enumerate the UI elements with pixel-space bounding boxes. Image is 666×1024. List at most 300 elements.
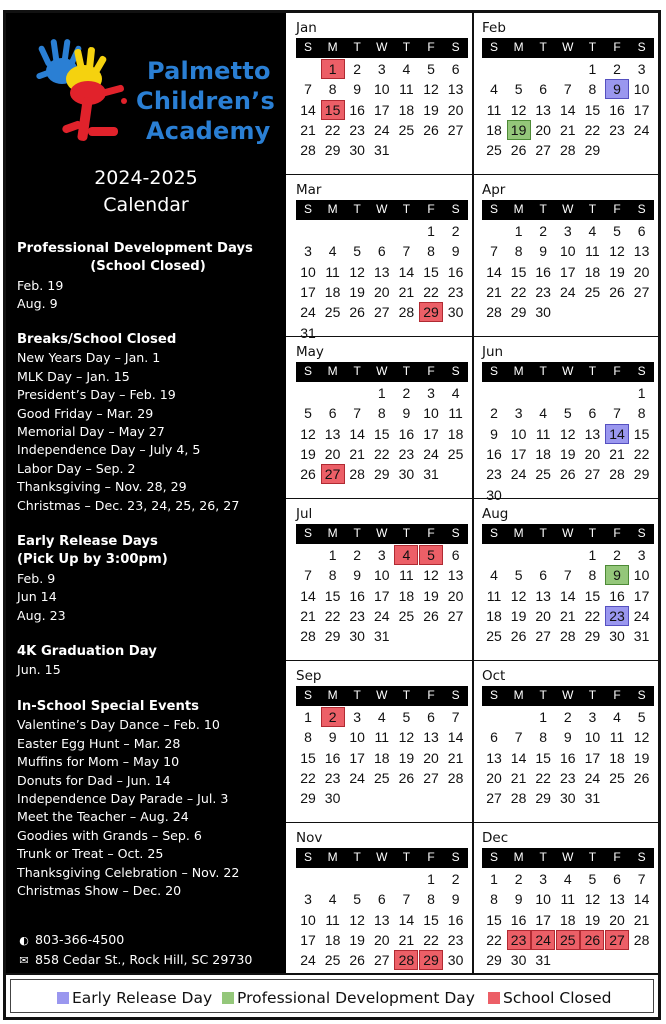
weekday-label: T xyxy=(539,688,547,702)
day-cell: 8 xyxy=(588,81,597,98)
day-cell: 13 xyxy=(535,101,551,118)
weekday-label: F xyxy=(613,688,621,702)
day-cell: 21 xyxy=(510,769,527,786)
day-cell: 30 xyxy=(609,628,625,645)
day-cell: 29 xyxy=(535,790,551,807)
weekday-header xyxy=(482,686,654,706)
day-cell: 10 xyxy=(423,405,439,422)
weekday-label: M xyxy=(513,40,524,54)
section-item: Trunk or Treat – Oct. 25 xyxy=(17,846,164,862)
day-cell: 1 xyxy=(427,223,435,239)
section-item: Memorial Day – May 27 xyxy=(17,424,165,440)
day-cell: 17 xyxy=(374,587,390,604)
month-name: Aug xyxy=(482,506,509,522)
day-cell: 18 xyxy=(374,749,390,766)
day-cell: 25 xyxy=(398,121,415,138)
day-cell: 25 xyxy=(398,607,415,624)
day-cell: 7 xyxy=(304,567,312,584)
day-cell: 20 xyxy=(535,121,551,138)
day-cell: 19 xyxy=(584,911,601,928)
day-cell: 21 xyxy=(486,283,502,300)
day-cell: 15 xyxy=(300,749,316,766)
month-name: Apr xyxy=(482,182,506,198)
weekday-label: W xyxy=(376,202,388,216)
weekday-label: S xyxy=(637,40,646,54)
section-item: Good Friday – Mar. 29 xyxy=(17,405,154,421)
day-cell: 3 xyxy=(427,385,435,401)
day-cell: 30 xyxy=(447,952,464,969)
day-cell: 28 xyxy=(560,142,576,159)
day-cell-closed: 2 xyxy=(321,707,345,727)
weekday-label: M xyxy=(327,202,338,216)
day-cell: 18 xyxy=(486,607,502,624)
calendar-years: 2024-2025 xyxy=(94,167,198,189)
day-cell: 10 xyxy=(300,263,316,280)
day-cell: 7 xyxy=(402,891,411,908)
day-cell: 26 xyxy=(423,607,439,624)
day-cell: 23 xyxy=(349,121,365,138)
day-cell-early: 23 xyxy=(605,606,629,626)
day-cell: 11 xyxy=(448,405,463,422)
day-cell: 4 xyxy=(377,709,386,725)
day-cell: 14 xyxy=(447,729,464,746)
weekday-header xyxy=(296,524,468,544)
weekday-label: M xyxy=(513,526,524,540)
weekday-label: F xyxy=(427,202,435,216)
day-cell: 26 xyxy=(300,466,316,483)
day-cell: 22 xyxy=(486,931,502,948)
month-oct xyxy=(478,661,654,821)
day-cell: 11 xyxy=(585,243,600,260)
day-cell: 22 xyxy=(423,283,439,300)
day-cell: 16 xyxy=(349,101,365,118)
day-cell: 11 xyxy=(325,911,340,928)
day-cell: 24 xyxy=(374,121,390,138)
school-name-line-2: Children’s xyxy=(136,87,275,115)
day-cell: 18 xyxy=(398,587,415,604)
weekday-label: M xyxy=(327,40,338,54)
day-cell: 6 xyxy=(451,547,460,563)
day-cell: 13 xyxy=(447,81,464,98)
day-cell: 13 xyxy=(609,891,625,908)
day-cell: 7 xyxy=(563,81,572,98)
weekday-label: S xyxy=(637,688,646,702)
day-cell: 1 xyxy=(539,709,548,725)
day-cell: 24 xyxy=(423,445,439,462)
weekday-label: S xyxy=(489,40,498,54)
weekday-label: T xyxy=(588,40,597,54)
day-cell: 2 xyxy=(490,405,498,422)
day-cell: 17 xyxy=(300,283,316,300)
weekday-label: W xyxy=(562,364,574,378)
day-cell: 10 xyxy=(374,567,390,584)
day-cell: 24 xyxy=(584,769,601,786)
day-cell-closed: 15 xyxy=(321,100,345,120)
day-cell: 31 xyxy=(300,324,316,341)
weekday-label: T xyxy=(353,364,361,378)
day-cell: 3 xyxy=(539,871,548,887)
day-cell: 21 xyxy=(560,607,576,624)
day-cell: 16 xyxy=(349,587,365,604)
day-cell: 21 xyxy=(398,283,415,300)
school-logo xyxy=(32,31,282,161)
month-jan xyxy=(292,13,468,173)
day-cell: 13 xyxy=(374,263,390,280)
weekday-label: M xyxy=(327,526,338,540)
section-item: Independence Day Parade – Jul. 3 xyxy=(17,791,229,807)
day-cell: 21 xyxy=(349,445,365,462)
weekday-header xyxy=(482,38,654,58)
day-cell: 10 xyxy=(633,567,650,584)
weekday-label: M xyxy=(513,688,524,702)
day-cell: 5 xyxy=(563,405,572,422)
weekday-label: T xyxy=(539,526,547,540)
day-cell: 16 xyxy=(324,749,341,766)
day-cell: 19 xyxy=(423,101,439,118)
day-cell: 28 xyxy=(486,304,502,321)
weekday-label: F xyxy=(427,364,435,378)
day-cell: 23 xyxy=(560,769,576,786)
day-cell: 8 xyxy=(539,729,548,746)
day-cell: 23 xyxy=(609,121,625,138)
day-cell: 21 xyxy=(300,121,316,138)
school-name-line-1: Palmetto xyxy=(147,57,271,85)
month-nov xyxy=(292,823,468,983)
weekday-label: S xyxy=(489,202,498,216)
weekday-label: S xyxy=(489,364,498,378)
day-cell: 18 xyxy=(535,445,551,462)
day-cell: 21 xyxy=(633,911,650,928)
day-cell: 1 xyxy=(588,61,597,77)
day-cell-closed: 26 xyxy=(580,930,604,950)
day-cell: 19 xyxy=(560,445,576,462)
day-cell: 2 xyxy=(539,223,548,239)
day-cell: 23 xyxy=(324,769,341,786)
day-cell: 10 xyxy=(300,911,316,928)
weekday-header xyxy=(296,848,468,868)
day-cell: 19 xyxy=(349,931,365,948)
day-cell: 25 xyxy=(486,142,502,159)
day-cell: 16 xyxy=(447,263,464,280)
day-cell: 8 xyxy=(427,243,435,260)
weekday-label: W xyxy=(562,526,574,540)
day-cell-closed: 23 xyxy=(507,930,531,950)
day-cell: 22 xyxy=(374,445,390,462)
weekday-label: S xyxy=(637,202,646,216)
day-cell: 16 xyxy=(447,911,464,928)
day-cell: 7 xyxy=(402,243,411,260)
day-cell: 9 xyxy=(353,567,362,584)
day-cell: 2 xyxy=(563,709,572,725)
weekday-label: T xyxy=(588,364,597,378)
day-cell: 9 xyxy=(328,729,337,746)
section-item: Feb. 19 xyxy=(17,277,64,293)
day-cell: 3 xyxy=(563,223,572,239)
day-cell: 21 xyxy=(560,121,576,138)
section-item: Aug. 23 xyxy=(17,607,66,623)
day-cell: 23 xyxy=(447,283,464,300)
day-cell: 25 xyxy=(324,304,341,321)
day-cell: 28 xyxy=(609,466,625,483)
day-cell: 3 xyxy=(588,709,597,725)
weekday-label: T xyxy=(353,526,361,540)
section-item: Valentine’s Day Dance – Feb. 10 xyxy=(17,717,220,733)
day-cell: 19 xyxy=(398,749,415,766)
day-cell: 24 xyxy=(300,304,316,321)
day-cell-early: 14 xyxy=(605,424,629,444)
day-cell: 22 xyxy=(584,121,601,138)
day-cell: 16 xyxy=(486,445,502,462)
day-cell: 11 xyxy=(535,425,551,442)
day-cell: 22 xyxy=(535,769,551,786)
day-cell: 9 xyxy=(563,729,572,746)
street-address: 858 Cedar St., Rock Hill, SC 29730 xyxy=(35,952,253,967)
month-name: Nov xyxy=(296,830,323,846)
day-cell: 16 xyxy=(609,101,625,118)
day-cell: 27 xyxy=(374,304,390,321)
weekday-header xyxy=(296,200,468,220)
day-cell: 7 xyxy=(490,243,498,260)
weekday-label: W xyxy=(376,40,388,54)
day-cell-closed: 25 xyxy=(556,930,580,950)
day-cell: 6 xyxy=(328,405,337,422)
day-cell: 20 xyxy=(324,445,341,462)
section-heading: 4K Graduation Day xyxy=(17,644,157,659)
calendar-title xyxy=(6,165,286,219)
month-mar xyxy=(292,175,468,341)
legend-professional-development xyxy=(222,989,475,1007)
day-cell: 27 xyxy=(423,769,439,786)
closed-swatch xyxy=(488,992,500,1004)
section-item: Jun 14 xyxy=(17,589,57,605)
day-cell: 7 xyxy=(563,567,572,584)
day-cell: 13 xyxy=(447,567,464,584)
month-apr xyxy=(478,175,654,335)
weekday-label: S xyxy=(451,526,460,540)
day-cell-closed: 27 xyxy=(605,930,629,950)
weekday-header xyxy=(482,524,654,544)
day-cell: 8 xyxy=(304,729,312,746)
day-cell: 8 xyxy=(377,405,386,422)
day-cell: 20 xyxy=(486,769,502,786)
month-sep xyxy=(292,661,468,821)
day-cell: 6 xyxy=(539,81,548,98)
weekday-label: S xyxy=(451,364,460,378)
day-cell: 10 xyxy=(633,81,650,98)
day-cell: 6 xyxy=(539,567,548,584)
day-cell: 27 xyxy=(535,628,551,645)
day-cell: 17 xyxy=(560,263,576,280)
day-cell: 13 xyxy=(423,729,439,746)
weekday-label: M xyxy=(513,364,524,378)
day-cell: 26 xyxy=(560,466,576,483)
day-cell: 23 xyxy=(535,283,551,300)
day-cell: 22 xyxy=(633,445,650,462)
day-cell: 20 xyxy=(447,101,464,118)
weekday-label: M xyxy=(327,850,338,864)
day-cell: 1 xyxy=(304,709,312,725)
day-cell: 18 xyxy=(324,931,341,948)
day-cell-closed: 4 xyxy=(394,545,418,565)
day-cell: 28 xyxy=(560,628,576,645)
weekday-label: W xyxy=(562,688,574,702)
day-cell: 16 xyxy=(560,749,576,766)
day-cell: 19 xyxy=(423,587,439,604)
phone-line xyxy=(17,930,252,950)
day-cell: 26 xyxy=(423,121,439,138)
month-aug xyxy=(478,499,654,659)
day-cell: 24 xyxy=(374,607,390,624)
day-cell: 21 xyxy=(300,607,316,624)
day-cell: 11 xyxy=(399,567,414,584)
day-cell: 26 xyxy=(609,283,625,300)
section-item: Christmas – Dec. 23, 24, 25, 26, 27 xyxy=(17,497,240,513)
day-cell: 27 xyxy=(447,607,464,624)
day-cell-pd: 19 xyxy=(507,120,531,140)
day-cell: 12 xyxy=(584,891,601,908)
weekday-label: T xyxy=(353,850,361,864)
weekday-label: W xyxy=(376,364,388,378)
day-cell: 3 xyxy=(514,405,523,422)
day-cell: 26 xyxy=(349,952,365,969)
day-cell: 30 xyxy=(447,304,464,321)
weekday-label: M xyxy=(327,688,338,702)
day-cell: 19 xyxy=(349,283,365,300)
day-cell: 31 xyxy=(374,142,390,159)
section-item: New Years Day – Jan. 1 xyxy=(17,350,161,366)
day-cell: 31 xyxy=(584,790,601,807)
day-cell: 13 xyxy=(324,425,341,442)
weekday-label: T xyxy=(402,526,411,540)
day-cell: 26 xyxy=(349,304,365,321)
weekday-label: F xyxy=(613,364,621,378)
day-cell: 9 xyxy=(539,243,548,260)
day-cell: 27 xyxy=(447,121,464,138)
day-cell-closed: 27 xyxy=(321,464,345,484)
day-cell: 28 xyxy=(633,931,650,948)
day-cell: 31 xyxy=(374,628,390,645)
day-cell: 16 xyxy=(609,587,625,604)
day-cell: 5 xyxy=(402,709,411,725)
day-cell: 6 xyxy=(451,61,460,77)
day-cell: 25 xyxy=(584,283,601,300)
day-cell: 12 xyxy=(633,729,650,746)
section-heading: (School Closed) xyxy=(90,259,206,275)
day-cell: 5 xyxy=(427,61,435,77)
address-line xyxy=(17,950,252,970)
day-cell: 30 xyxy=(510,952,527,969)
day-cell-closed: 28 xyxy=(394,950,418,970)
day-cell: 4 xyxy=(490,81,498,98)
day-cell: 31 xyxy=(535,952,551,969)
day-cell: 17 xyxy=(423,425,439,442)
month-name: Mar xyxy=(296,182,322,198)
day-cell: 11 xyxy=(325,263,340,280)
day-cell: 17 xyxy=(349,749,365,766)
day-cell: 30 xyxy=(349,142,365,159)
day-cell: 5 xyxy=(353,891,362,908)
month-name: Dec xyxy=(482,830,509,846)
day-cell: 13 xyxy=(584,425,601,442)
day-cell: 24 xyxy=(633,121,650,138)
day-cell: 13 xyxy=(633,243,650,260)
day-cell: 24 xyxy=(300,952,316,969)
weekday-label: F xyxy=(613,526,621,540)
weekday-label: F xyxy=(613,850,621,864)
day-cell: 7 xyxy=(353,405,362,422)
day-cell: 10 xyxy=(584,729,601,746)
weekday-label: T xyxy=(588,202,597,216)
day-cell: 5 xyxy=(588,871,597,887)
day-cell: 25 xyxy=(486,628,502,645)
day-cell: 18 xyxy=(560,911,576,928)
day-cell: 20 xyxy=(584,445,601,462)
day-cell-pd: 9 xyxy=(605,565,629,585)
day-cell: 15 xyxy=(584,587,601,604)
weekday-label: W xyxy=(562,202,574,216)
day-cell: 22 xyxy=(300,769,316,786)
weekday-label: T xyxy=(588,526,597,540)
day-cell: 6 xyxy=(613,871,621,887)
day-cell: 20 xyxy=(609,911,625,928)
day-cell: 2 xyxy=(451,871,460,887)
weekday-label: S xyxy=(489,526,498,540)
day-cell: 3 xyxy=(637,61,646,77)
weekday-label: S xyxy=(637,364,646,378)
weekday-label: F xyxy=(427,526,435,540)
day-cell: 26 xyxy=(510,142,527,159)
month-name: May xyxy=(296,344,324,360)
day-cell: 18 xyxy=(609,749,625,766)
day-cell: 29 xyxy=(324,628,341,645)
day-cell: 24 xyxy=(510,466,527,483)
day-cell: 2 xyxy=(514,871,523,887)
day-cell: 2 xyxy=(353,547,362,563)
day-cell: 19 xyxy=(633,749,650,766)
day-cell: 8 xyxy=(637,405,646,422)
info-sidebar xyxy=(6,13,286,973)
legend-early-label: Early Release Day xyxy=(72,989,213,1007)
day-cell: 12 xyxy=(510,587,527,604)
day-cell: 8 xyxy=(514,243,523,260)
weekday-label: W xyxy=(376,526,388,540)
day-cell: 11 xyxy=(560,891,576,908)
section-item: President’s Day – Feb. 19 xyxy=(17,387,176,403)
weekday-header xyxy=(296,38,468,58)
mailbox-icon: ✉ xyxy=(19,954,29,967)
day-cell: 6 xyxy=(637,223,646,239)
day-cell: 25 xyxy=(535,466,551,483)
day-cell: 30 xyxy=(486,486,502,503)
sidebar-section xyxy=(17,698,279,900)
day-cell: 19 xyxy=(510,607,527,624)
section-item: Feb. 9 xyxy=(17,570,56,586)
day-cell: 28 xyxy=(349,466,365,483)
weekday-label: F xyxy=(427,850,435,864)
day-cell: 22 xyxy=(510,283,527,300)
month-name: Oct xyxy=(482,668,506,684)
weekday-label: T xyxy=(539,202,547,216)
day-cell: 9 xyxy=(353,81,362,98)
day-cell: 13 xyxy=(374,911,390,928)
legend xyxy=(6,973,658,1017)
weekday-label: T xyxy=(539,40,547,54)
day-cell: 17 xyxy=(535,911,551,928)
day-cell: 8 xyxy=(588,567,597,584)
section-item: Donuts for Dad – Jun. 14 xyxy=(17,772,171,788)
weekday-header xyxy=(482,200,654,220)
weekday-label: T xyxy=(402,850,411,864)
